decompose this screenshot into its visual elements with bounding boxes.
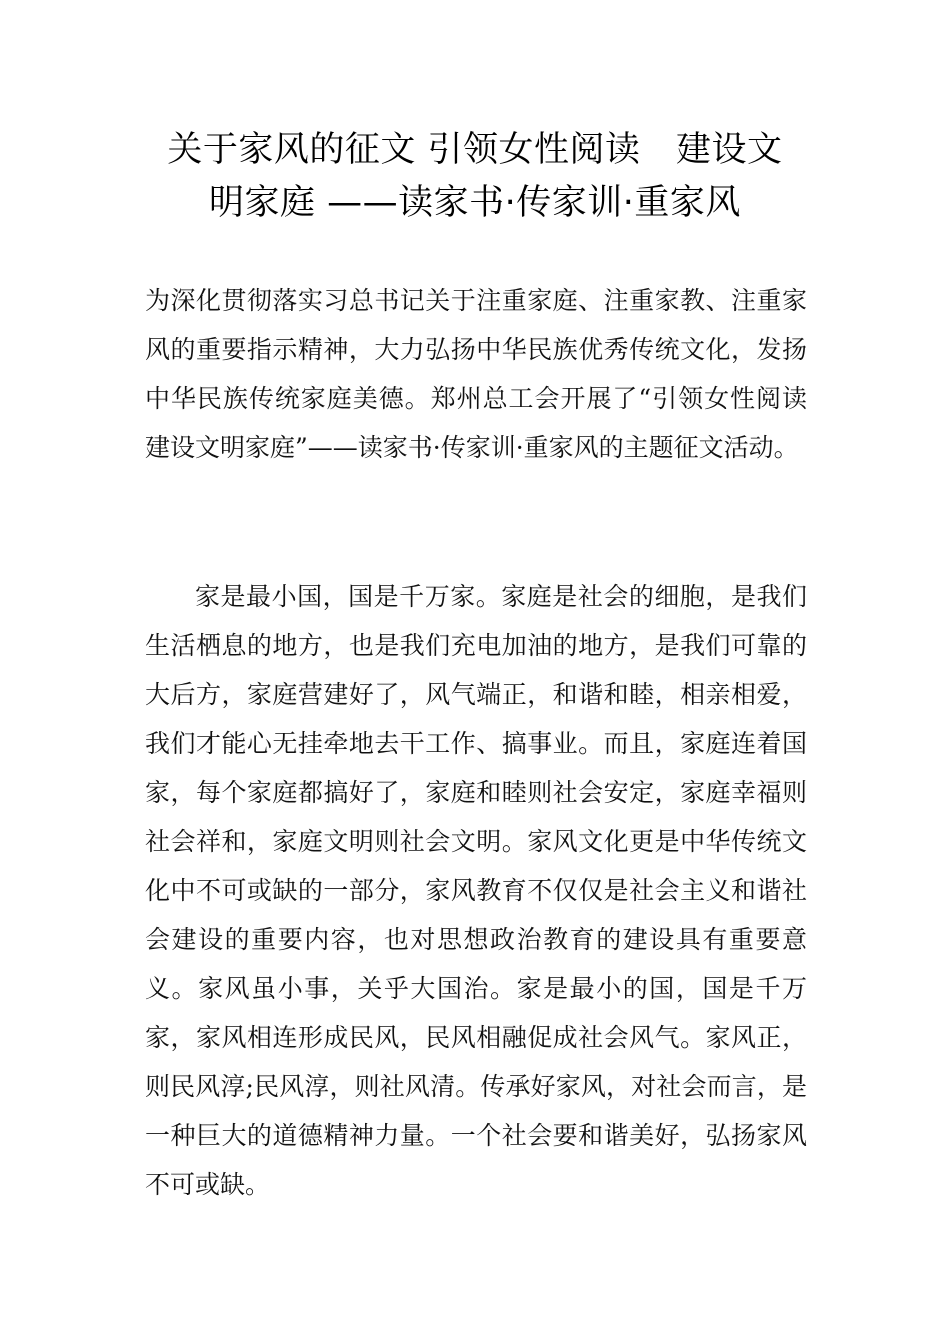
document-title: 关于家风的征文 引领女性阅读 建设文明家庭 ——读家书·传家训·重家风: [167, 130, 783, 223]
document-body: [145, 276, 858, 1209]
intro-paragraph: 为深化贯彻落实习总书记关于注重家庭、注重家教、注重家风的重要指示精神，大力弘扬中华民族优秀传统文化，发扬中华民族传统家庭美德。郑州总工会开展了“引领女性阅读 建设文明家庭”——读家书·传家训·重家风的主题征文活动。: [145, 286, 858, 462]
body-paragraph: 家是最小国，国是千万家。家庭是社会的细胞，是我们生活栖息的地方，也是我们充电加油的地方，是我们可靠的大后方，家庭营建好了，风气端正，和谐和睦，相亲相爱，我们才能心无挂牵地去干工作、搞事业。而且，家庭连着国家，每个家庭都搞好了，家庭和睦则社会安定，家庭幸福则社会祥和，家庭文明则社会文明。家风文化更是中华传统文化中不可或缺的一部分，家风教育不仅仅是社会主义和谐社会建设的重要内容，也对思想政治教育的建设具有重要意义。家风虽小事，关乎大国治。家是最小的国，国是千万家，家风相连形成民风，民风相融促成社会风气。家风正，则民风淳;民风淳，则社风清。传承好家风，对社会而言，是一种巨大的道德精神力量。一个社会要和谐美好，弘扬家风不可或缺。: [145, 582, 807, 1199]
